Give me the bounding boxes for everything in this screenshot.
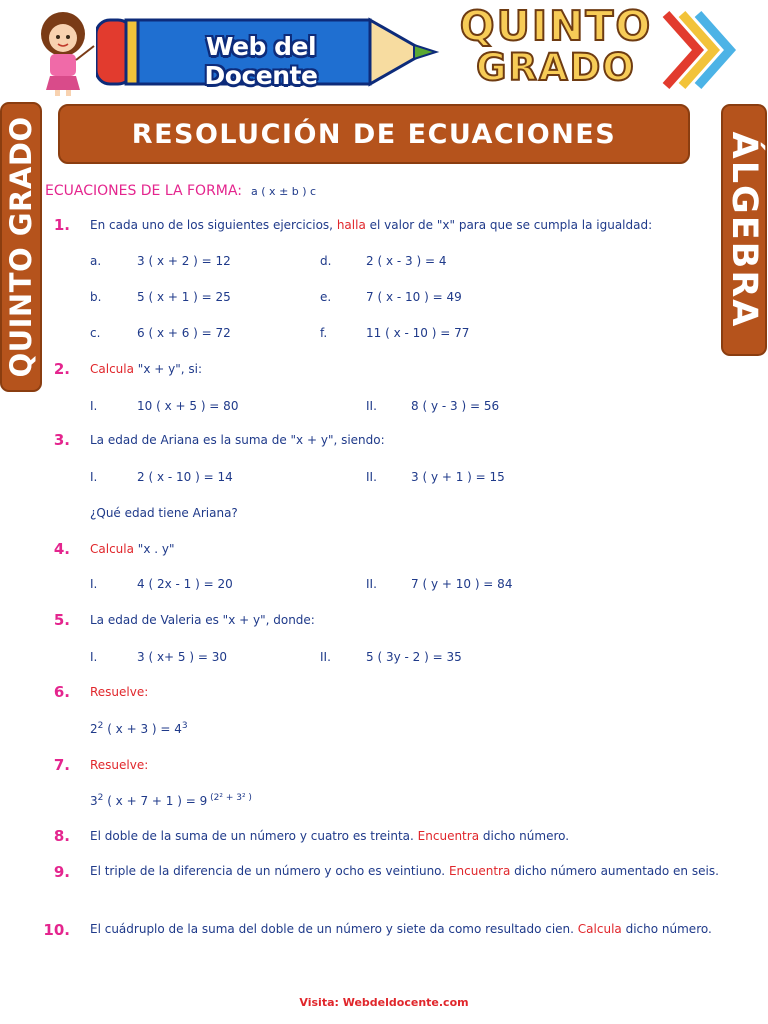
item-label: b. — [90, 290, 102, 304]
item-label: II. — [366, 470, 377, 484]
equation-exponent: (2² + 3² ) — [207, 793, 252, 803]
footer-link[interactable]: Visita: Webdeldocente.com — [299, 996, 469, 1009]
item-label: II. — [366, 399, 377, 413]
equation: 3 ( x+ 5 ) = 30 — [137, 650, 227, 664]
equation: 6 ( x + 6 ) = 72 — [137, 326, 231, 340]
item-label: a. — [90, 254, 102, 268]
item-label: d. — [320, 254, 332, 268]
grade-title-line1: QUINTO — [459, 2, 653, 50]
equation: 11 ( x - 10 ) = 77 — [366, 326, 470, 340]
question-9-text-after: dicho número aumentado en seis. — [514, 864, 719, 878]
question-number: 5. — [53, 611, 70, 629]
question-8-highlight: Encuentra — [417, 829, 480, 843]
section-subtitle — [45, 180, 316, 199]
question-9-text-before: El triple de la diferencia de un número y ocho es veintiuno. — [90, 864, 446, 878]
page-title-bar — [58, 104, 690, 164]
question-number: 3. — [53, 431, 70, 449]
equation: 2 ( x - 3 ) = 4 — [366, 254, 447, 268]
side-banner-grade-text: QUINTO GRADO — [4, 116, 38, 378]
question-1-text-after: el valor de "x" para que se cumpla la igualdad: — [369, 218, 653, 232]
question-10-text-after: dicho número. — [625, 922, 712, 936]
equation: 5 ( x + 1 ) = 25 — [137, 290, 231, 304]
question-number: 7. — [53, 756, 70, 774]
item-label: f. — [320, 326, 328, 340]
question-number: 8. — [53, 827, 70, 845]
equation: 4 ( 2x - 1 ) = 20 — [137, 577, 233, 591]
question-6-equation — [90, 721, 188, 736]
equation-exponent: 3 — [181, 721, 188, 731]
side-banner-subject — [721, 104, 767, 356]
item-label: I. — [90, 650, 98, 664]
question-4-highlight: Calcula — [90, 542, 134, 556]
teacher-illustration — [28, 10, 98, 96]
equation-exponent: 2 — [97, 721, 104, 731]
question-5-text: La edad de Valeria es "x + y", donde: — [90, 613, 315, 627]
question-4-text — [90, 542, 174, 556]
question-number: 1. — [53, 216, 70, 234]
question-8-text-before: El doble de la suma de un número y cuatro es treinta. — [90, 829, 414, 843]
item-label: II. — [320, 650, 331, 664]
question-number: 6. — [53, 683, 70, 701]
question-2-text — [90, 362, 202, 376]
item-label: I. — [90, 577, 98, 591]
page-title: RESOLUCIÓN DE ECUACIONES — [131, 118, 617, 150]
section-subtitle-formula: a ( x ± b ) c — [251, 185, 317, 198]
grade-title-line2: GRADO — [476, 46, 636, 89]
item-label: c. — [90, 326, 101, 340]
equation: 7 ( y + 10 ) = 84 — [411, 577, 513, 591]
question-8-text — [90, 829, 569, 843]
question-number: 4. — [53, 540, 70, 558]
side-banner-grade — [0, 102, 42, 392]
item-label: I. — [90, 470, 98, 484]
equation-exponent: 2 — [97, 793, 104, 803]
question-1-highlight: halla — [336, 218, 366, 232]
equation-base: 3 — [90, 794, 98, 808]
question-10-text-before: El cuádruplo de la suma del doble de un número y siete da como resultado cien. — [90, 922, 574, 936]
equation: 3 ( x + 2 ) = 12 — [137, 254, 231, 268]
item-label: e. — [320, 290, 332, 304]
equation: 5 ( 3y - 2 ) = 35 — [366, 650, 462, 664]
question-3-followup: ¿Qué edad tiene Ariana? — [90, 506, 238, 520]
question-4-text-body: "x . y" — [137, 542, 175, 556]
question-2-highlight: Calcula — [90, 362, 134, 376]
question-2-text-body: "x + y", si: — [137, 362, 202, 376]
question-7-label: Resuelve: — [90, 758, 149, 772]
equation: 7 ( x - 10 ) = 49 — [366, 290, 462, 304]
question-9-highlight: Encuentra — [448, 864, 511, 878]
equation: 8 ( y - 3 ) = 56 — [411, 399, 500, 413]
question-10-text — [90, 918, 722, 940]
question-1-text — [90, 218, 652, 232]
item-label: I. — [90, 399, 98, 413]
question-3-text: La edad de Ariana es la suma de "x + y", siendo: — [90, 433, 385, 447]
question-7-equation — [90, 793, 252, 808]
question-9-text — [90, 860, 722, 882]
equation: 2 ( x - 10 ) = 14 — [137, 470, 233, 484]
question-8-text-after: dicho número. — [482, 829, 570, 843]
chevron-arrows-icon — [660, 10, 740, 90]
equation: 3 ( y + 1 ) = 15 — [411, 470, 505, 484]
question-number: 2. — [53, 360, 70, 378]
logo-text: Web del Docente — [204, 32, 318, 90]
equation-body: ( x + 3 ) = 4 — [103, 722, 182, 736]
question-1-text-before: En cada uno de los siguientes ejercicios, — [90, 218, 333, 232]
equation: 10 ( x + 5 ) = 80 — [137, 399, 239, 413]
question-6-label: Resuelve: — [90, 685, 149, 699]
section-subtitle-label: ECUACIONES DE LA FORMA: — [45, 183, 242, 199]
side-banner-subject-text: ÁLGEBRA — [724, 131, 764, 329]
question-number: 9. — [53, 863, 70, 881]
question-10-highlight: Calcula — [577, 922, 622, 936]
item-label: II. — [366, 577, 377, 591]
equation-base: 2 — [90, 722, 98, 736]
question-number: 10. — [43, 921, 70, 939]
equation-body: ( x + 7 + 1 ) = 9 — [103, 794, 208, 808]
grade-title — [446, 2, 666, 89]
